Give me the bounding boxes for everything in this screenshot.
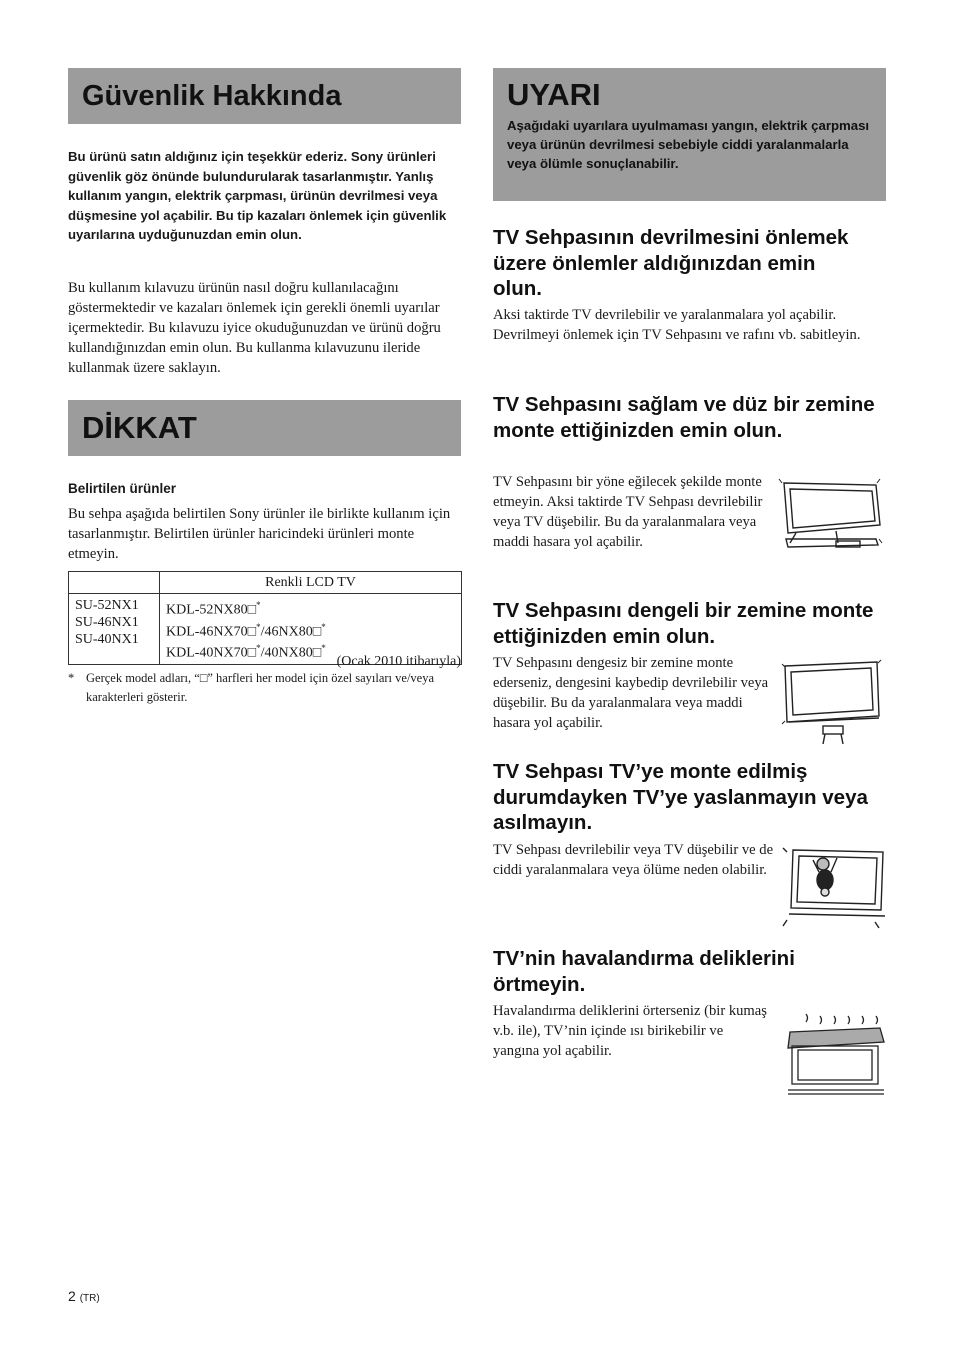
page-number-value: 2 — [68, 1288, 76, 1304]
section-body: TV Sehpası devrilebilir veya TV düşebilir ve de ciddi yaralanmalara veya ölüme neden olabilir. — [493, 842, 774, 878]
section-body: TV Sehpasını dengesiz bir zemine monte ederseniz, dengesini kaybedip devrilebilir veya düşebilir. Bu da yaralanmalara veya maddi hasara yol açabilir. — [493, 655, 769, 731]
dikkat-title: DİKKAT — [82, 410, 197, 445]
section-body: Aksi taktirde TV devrilebilir ve yaralanmalara yol açabilir. Devrilmeyi önlemek için TV Sehpasını ve rafını vb. sabitleyin. — [493, 307, 861, 343]
intro-bold-text: Bu ürünü satın aldığınız için teşekkür ederiz. Sony ürünleri güvenlik göz önünde bulundurularak tasarlanmıştır. Yanlış kullanım yangın, elektrik çarpması, ürünün devrilmesi veya düşmesine yol açabilir. Bu tip kazaları önlemek için güvenlik uyarılarına uyduğunuzdan emin olun. — [68, 149, 447, 242]
stand-models — [69, 594, 160, 665]
section-heading: TV Sehpasını dengeli bir zemine monte ettiğinizden emin olun. — [493, 599, 874, 648]
title-banner-guvenlik — [68, 68, 461, 124]
section-heading: TV Sehpasının devrilmesini önlemek üzere önlemler aldığınızdan emin olun. — [493, 226, 849, 300]
stand-model: SU-40NX1 — [75, 632, 139, 647]
section-heading: TV Sehpası TV’ye monte edilmiş durumdayken TV’ye yaslanmayın veya asılmayın. — [493, 760, 868, 834]
stand-model: SU-52NX1 — [75, 598, 139, 613]
products-body: Bu sehpa aşağıda belirtilen Sony ürünler ile birlikte kullanım için tasarlanmıştır. Belirtilen ürünler haricindeki ürünleri monte etmeyin. — [68, 506, 451, 562]
footnote — [68, 669, 461, 707]
section-body: TV Sehpasını bir yöne eğilecek şekilde monte etmeyin. Aksi taktirde TV Sehpası devrilebilir veya TV düşebilir. Bu da yaralanmalara veya maddi hasara yol açabilir. — [493, 474, 763, 550]
footnote-text: Gerçek model adları, “□” harfleri her model için özel sayıları ve/veya karakterleri gösterir. — [86, 671, 435, 704]
date-note: (Ocak 2010 itibarıyla) — [336, 654, 461, 669]
section-heading: TV’nin havalandırma deliklerini örtmeyin. — [493, 947, 795, 996]
intro-body-text: Bu kullanım kılavuzu ürünün nasıl doğru kullanılacağını göstermektedir ve kazaları önlemek için gerekli önemli uyarılar içermektedir. Bu kılavuzu iyice okuduğunuzdan ve ürünü doğru kullandığınızdan emin olun. Bu kullanma kılavuzunu ileride kullanmak üzere saklayın. — [68, 280, 441, 376]
table-header-row — [69, 572, 462, 594]
table-header: Renkli LCD TV — [160, 572, 462, 594]
models-table — [68, 571, 462, 665]
stand-model: SU-46NX1 — [75, 615, 139, 630]
warning-text: Aşağıdaki uyarılara uyulmaması yangın, elektrik çarpması veya ürünün devrilmesi sebebiyle ciddi yaralanmalarla veya ölümle sonuçlanabilir. — [507, 118, 870, 171]
section-heading: TV Sehpasını sağlam ve düz bir zemine monte ettiğinizden emin olun. — [493, 393, 875, 442]
unstable-tv-illustration — [779, 656, 885, 746]
section-body: Havalandırma deliklerini örterseniz (bir kumaş v.b. ile), TV’nin içinde ısı birikebilir ve yangına yol açabilir. — [493, 1003, 767, 1059]
tv-model: KDL-46NX70□*/46NX80□* — [166, 621, 326, 640]
uyari-title: UYARI — [507, 77, 601, 112]
title-banner-dikkat — [68, 400, 461, 456]
footnote-mark: * — [68, 671, 75, 685]
covered-vents-illustration — [780, 1002, 888, 1098]
tv-model: KDL-52NX80□* — [166, 600, 261, 618]
page-title: Güvenlik Hakkında — [82, 80, 342, 112]
products-heading: Belirtilen ürünler — [68, 481, 177, 496]
tv-model: KDL-40NX70□*/40NX80□* — [166, 643, 326, 661]
page-number — [68, 1288, 100, 1304]
leaning-child-illustration — [779, 842, 889, 932]
tilted-tv-illustration — [776, 473, 888, 553]
page-language: (TR) — [79, 1293, 100, 1304]
title-banner-uyari — [493, 68, 886, 201]
